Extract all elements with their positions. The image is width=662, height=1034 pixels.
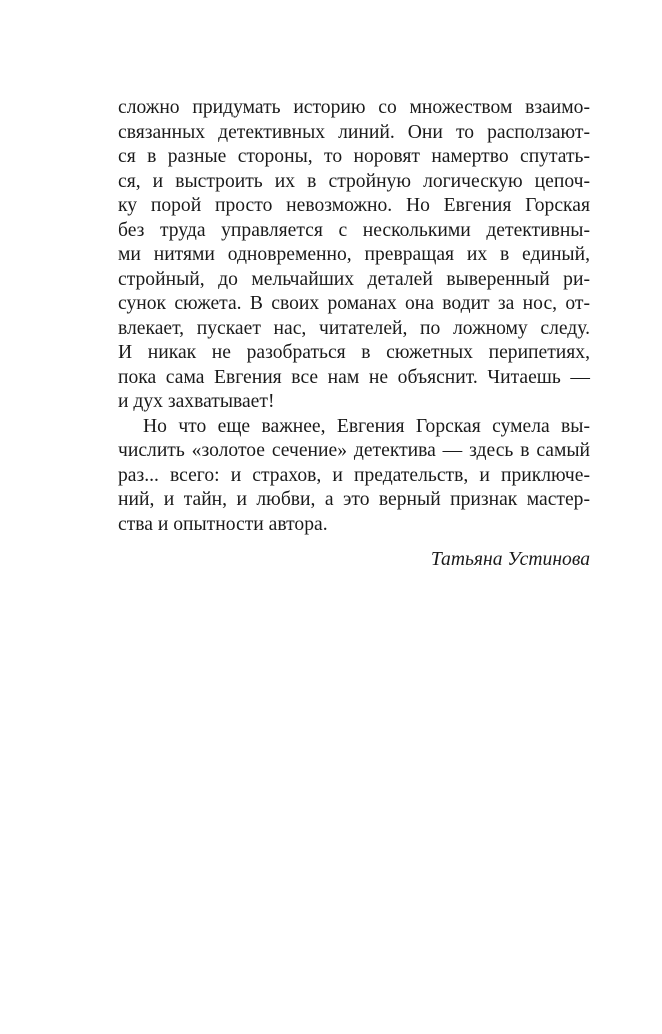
text-line: И никак не разобраться в сюжетных перипетиях,: [118, 342, 590, 363]
text-line: связанных детективных линий. Они то расползают-: [118, 121, 590, 143]
text-line: без труда управляется с несколькими детективны-: [118, 219, 590, 241]
text-page: [118, 96, 590, 573]
text-line: раз... всего: и страхов, и предательств, и приключе-: [118, 464, 590, 486]
text-line: ку порой просто невозможно. Но Евгения Горская: [118, 195, 590, 216]
text-line: Но что еще важнее, Евгения Горская сумела вы-: [143, 415, 590, 437]
text-line: ся в разные стороны, то норовят намертво спутать-: [118, 146, 590, 167]
text-line: стройный, до мельчайших деталей выверенный ри-: [118, 268, 590, 290]
author-signature: Татьяна Устинова: [430, 549, 590, 570]
text-line: ства и опытности автора.: [118, 513, 328, 535]
text-line: и дух захватывает!: [118, 391, 275, 412]
text-line: пока сама Евгения все нам не объяснит. Читаешь —: [118, 366, 590, 388]
text-line: ся, и выстроить их в стройную логическую цепоч-: [118, 170, 590, 192]
text-line: ний, и тайн, и любви, а это верный признак мастер-: [118, 489, 590, 510]
text-line: сунок сюжета. В своих романах она водит за нос, от-: [118, 293, 590, 314]
paragraph-1: [118, 96, 590, 415]
text-line: влекает, пускает нас, читателей, по ложному следу.: [118, 317, 590, 339]
paragraph-2: [118, 415, 590, 538]
text-line: сложно придумать историю со множеством взаимо-: [118, 97, 590, 118]
text-line: числить «золотое сечение» детектива — здесь в самый: [118, 440, 590, 461]
text-line: ми нитями одновременно, превращая их в единый,: [118, 244, 590, 265]
